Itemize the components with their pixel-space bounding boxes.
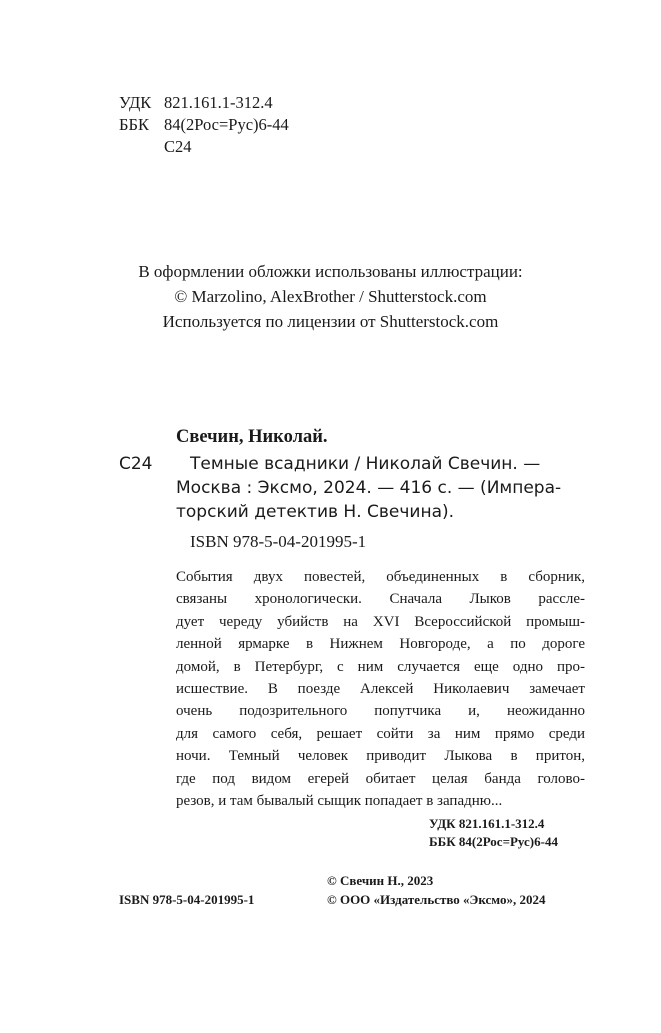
cover-credits [0, 259, 661, 334]
bbk-value: 84(2Рос=Рус)6-44 [164, 115, 289, 134]
copyright-isbn: ISBN 978-5-04-201995-1 [119, 892, 255, 907]
classification-block [119, 92, 289, 158]
copyright-author: © Свечин Н., 2023 [327, 873, 434, 888]
bib-line-1: Темные всадники / Николай Свечин. — [190, 454, 541, 474]
copyright-publisher: © ООО «Издательство «Эксмо», 2024 [327, 892, 546, 907]
bbk-line [119, 114, 289, 136]
bib-line-2: Москва : Эксмо, 2024. — 416 с. — (Импера- [176, 478, 562, 498]
annotation-line: События двух повестей, объединенных в сборник, [176, 569, 585, 585]
annotation-line: домой, в Петербург, с ним случается еще одно про- [176, 658, 585, 675]
cover-credits-line-2: © Marzolino, AlexBrother / Shutterstock.com [174, 287, 487, 306]
bib-mark: С24 [119, 454, 153, 474]
author-mark-line [119, 136, 289, 158]
annotation-text [176, 566, 585, 812]
bib-line-3: торский детектив Н. Свечина). [176, 502, 455, 522]
bib-isbn: ISBN 978-5-04-201995-1 [190, 532, 367, 551]
udk-value: 821.161.1-312.4 [164, 93, 273, 112]
footer-bbk: ББК 84(2Рос=Рус)6-44 [429, 834, 558, 849]
cover-credits-line-3: Используется по лицензии от Shutterstock.com [162, 312, 499, 331]
annotation-line: ночи. Темный человек приводит Лыкова в притон, [176, 748, 585, 765]
annotation-line: исшествие. В поезде Алексей Николаевич замечает [176, 680, 585, 697]
bbk-key: ББК [119, 115, 149, 134]
footer-udk: УДК 821.161.1-312.4 [429, 816, 545, 831]
author-mark: С24 [164, 137, 192, 156]
udk-line [119, 92, 289, 114]
udk-key: УДК [119, 93, 152, 112]
annotation-line: дует череду убийств на XVI Всероссийской промыш- [176, 613, 585, 630]
footer-codes [429, 815, 558, 851]
annotation-line: где под видом егерей обитает целая банда голово- [176, 770, 585, 787]
cover-credits-line-1: В оформлении обложки использованы иллюстрации: [138, 262, 523, 281]
annotation-line: ленной ярмарке в Нижнем Новгороде, а по дороге [176, 636, 585, 653]
annotation-line: резов, и там бывалый сыщик попадает в западню... [176, 792, 503, 809]
annotation-line: связаны хронологически. Сначала Лыков рассле- [176, 591, 585, 608]
bib-author: Свечин, Николай. [176, 427, 328, 447]
annotation-line: очень подозрительного попутчика и, неожиданно [176, 703, 585, 720]
annotation-line: для самого себя, решает сойти за ним прямо среди [176, 725, 585, 742]
